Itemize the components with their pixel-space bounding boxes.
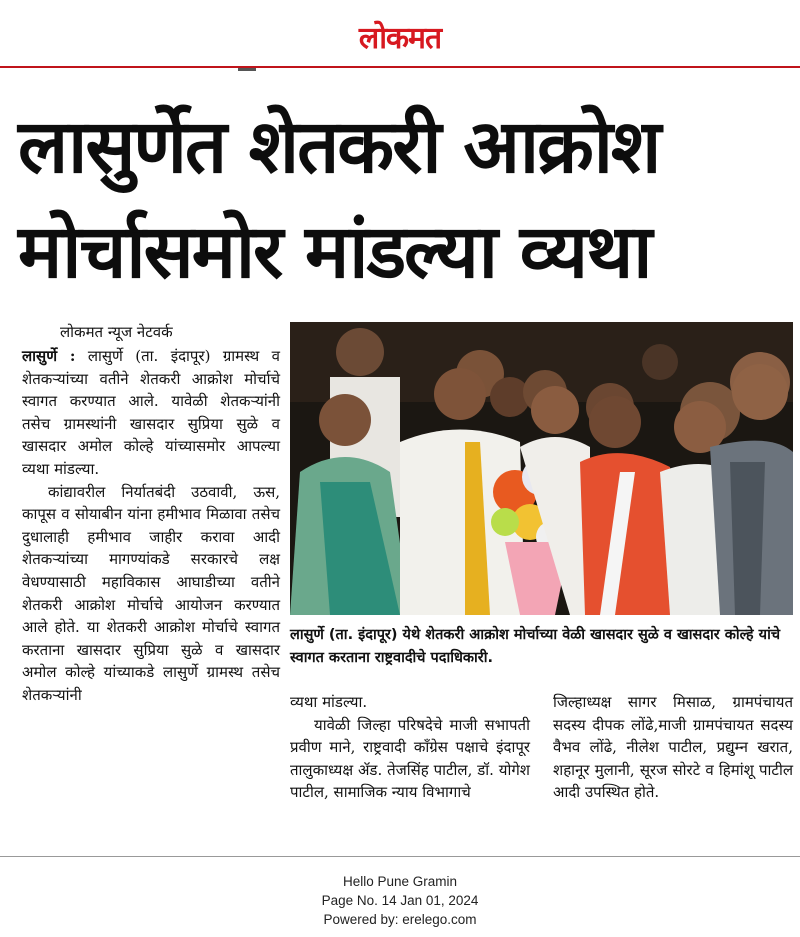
photo-caption: लासुर्णे (ता. इंदापूर) येथे शेतकरी आक्रोश मोर्चाच्या वेळी खासदार सुळे व खासदार कोल्हे यांचे स्वागत करताना राष्ट्रवादीचे पदाधिकारी. [290,627,781,666]
headline-line-1: लासुर्णेत शेतकरी आक्रोश [18,104,660,190]
column-2-paragraph-2: यावेळी जिल्हा परिषदेचे माजी सभापती प्रवीण माने, राष्ट्रवादी काँग्रेस पक्षाचे इंदापूर तालुकाध्यक्ष ॲड. तेजसिंह पाटील, डॉ. योगेश पाटील, सामाजिक न्याय विभागाचे [290,715,530,802]
lokmat-logo: लोकमत [358,21,442,56]
headline-line-2: मोर्चासमोर मांडल्या व्यथा [18,209,651,295]
masthead [0,0,800,64]
article-column-1 [22,345,280,707]
article-column-3 [553,691,793,804]
footer-page-date: Page No. 14 Jan 01, 2024 [321,893,479,908]
rule-mark [238,68,256,71]
footer-publication: Hello Pune Gramin [342,874,458,889]
byline: लोकमत न्यूज नेटवर्क [60,323,173,341]
dateline: लासुर्णे : [22,347,76,365]
column-3-paragraph-1: जिल्हाध्यक्ष सागर मिसाळ, ग्रामपंचायत सदस्य दीपक लोंढे,माजी ग्रामपंचायत सदस्य वैभव लोंढे, नीलेश पाटील, प्रद्युम्न खरात, शहानूर मुलानी, सूरज सोरटे व हिमांशू पाटील आदी उपस्थित होते. [553,693,793,802]
article-column-2 [290,691,530,804]
crowd-photo-illustration [290,322,793,615]
column-2-paragraph-1: व्यथा मांडल्या. [290,693,368,711]
column-1-paragraph-2: कांद्यावरील निर्यातबंदी उठवावी, ऊस, कापूस व सोयाबीन यांना हमीभाव मिळावा तसेच दुधालाही हमीभाव जाहीर करावा आदी शेतकऱ्यांच्या मागण्यांकडे सरकारचे लक्ष वेधण्यासाठी महाविकास आघाडीच्या वतीने शेतकरी आक्रोश मोर्चाचे आयोजन करण्यात आले होते. या शेतकरी आक्रोश मोर्चाचे स्वागत करताना खासदार सुप्रिया सुळे व खासदार अमोल कोल्हे यांच्याकडे लासुर्णे ग्रामस्थ तसेच शेतकऱ्यांनी [22,482,280,704]
masthead-rule [0,66,800,68]
news-photo [290,322,793,615]
footer-rule [0,856,800,857]
column-1-paragraph-1 [22,345,280,481]
footer-powered-by: Powered by: erelego.com [323,912,477,927]
column-1-text-1: लासुर्णे (ता. इंदापूर) ग्रामस्थ व शेतकऱ्यांच्या वतीने शेतकरी आक्रोश मोर्चाचे स्वागत करण्यात आले. यावेळी शेतकऱ्यांनी तसेच ग्रामस्थांनी खासदार सुप्रिया सुळे व खासदार अमोल कोल्हे यांच्यासमोर आपल्या व्यथा मांडल्या. [22,347,280,478]
